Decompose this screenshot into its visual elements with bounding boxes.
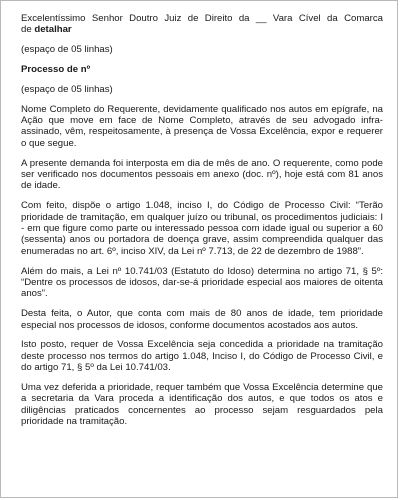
paragraph-qualification: Nome Completo do Requerente, devidamente qualificado nos autos em epígrafe, na Ação que move em face de Nome Completo, através de seu advogado infra-assinado, vêm, respeitosamente, à presença de Vossa Excelência, expor e requerer o que segue. — [21, 103, 383, 149]
comarca-placeholder: detalhar — [34, 24, 72, 36]
addressee-line-2-prefix: de — [21, 24, 35, 36]
paragraph-request: Isto posto, requer de Vossa Excelência seja concedida a prioridade na tramitação deste processo nos termos do artigo 1.048, Inciso I, do Código de Processo Civil, e do artigo 71, § 5º da Lei 10.741/03. — [21, 339, 383, 374]
paragraph-filing-date: A presente demanda foi interposta em dia de mês de ano. O requerente, como pode ser verificado nos documentos pessoais em anexo (doc. nº), hoje está com 81 anos de idade. — [21, 157, 383, 192]
paragraph-cpc-article: Com feito, dispõe o artigo 1.048, inciso I, do Código de Processo Civil: “Terão prioridade de tramitação, em qualquer juízo ou tribunal, os procedimentos judiciais: I - em que figure como parte ou interessado pessoa com idade igual ou superior a 60 (sessenta) anos ou portadora de doença grave, assim compreendida qualquer das enumeradas no art. 6º, inciso XIV, da Lei nº 7.713, de 22 de dezembro de 1988”. — [21, 200, 383, 257]
addressee-line-2 — [21, 24, 383, 35]
process-number-label: Processo de nº — [21, 64, 91, 75]
spacing-note-2: (espaço de 05 linhas) — [21, 83, 113, 95]
paragraph-identification-request: Uma vez deferida a prioridade, requer também que Vossa Excelência determine que a secretaria da Vara proceda a identificação dos autos, e que todos os atos e diligências praticados concernentes ao processo sejam resguardados pela prioridade na tramitação. — [21, 382, 383, 428]
spacing-note-1: (espaço de 05 linhas) — [21, 44, 113, 56]
addressee-line-1: Excelentíssimo Senhor Doutro Juiz de Direito da __ Vara Cível da Comarca — [21, 13, 383, 24]
document-body — [21, 13, 383, 436]
paragraph-author-age: Desta feita, o Autor, que conta com mais de 80 anos de idade, tem prioridade especial nos processos de idosos, conforme documentos acostados aos autos. — [21, 308, 383, 331]
paragraph-elderly-statute: Além do mais, a Lei nº 10.741/03 (Estatuto do Idoso) determina no artigo 71, § 5º: “Dentre os processos de idosos, dar-se-á prioridade especial aos maiores de oitenta anos”. — [21, 265, 383, 300]
